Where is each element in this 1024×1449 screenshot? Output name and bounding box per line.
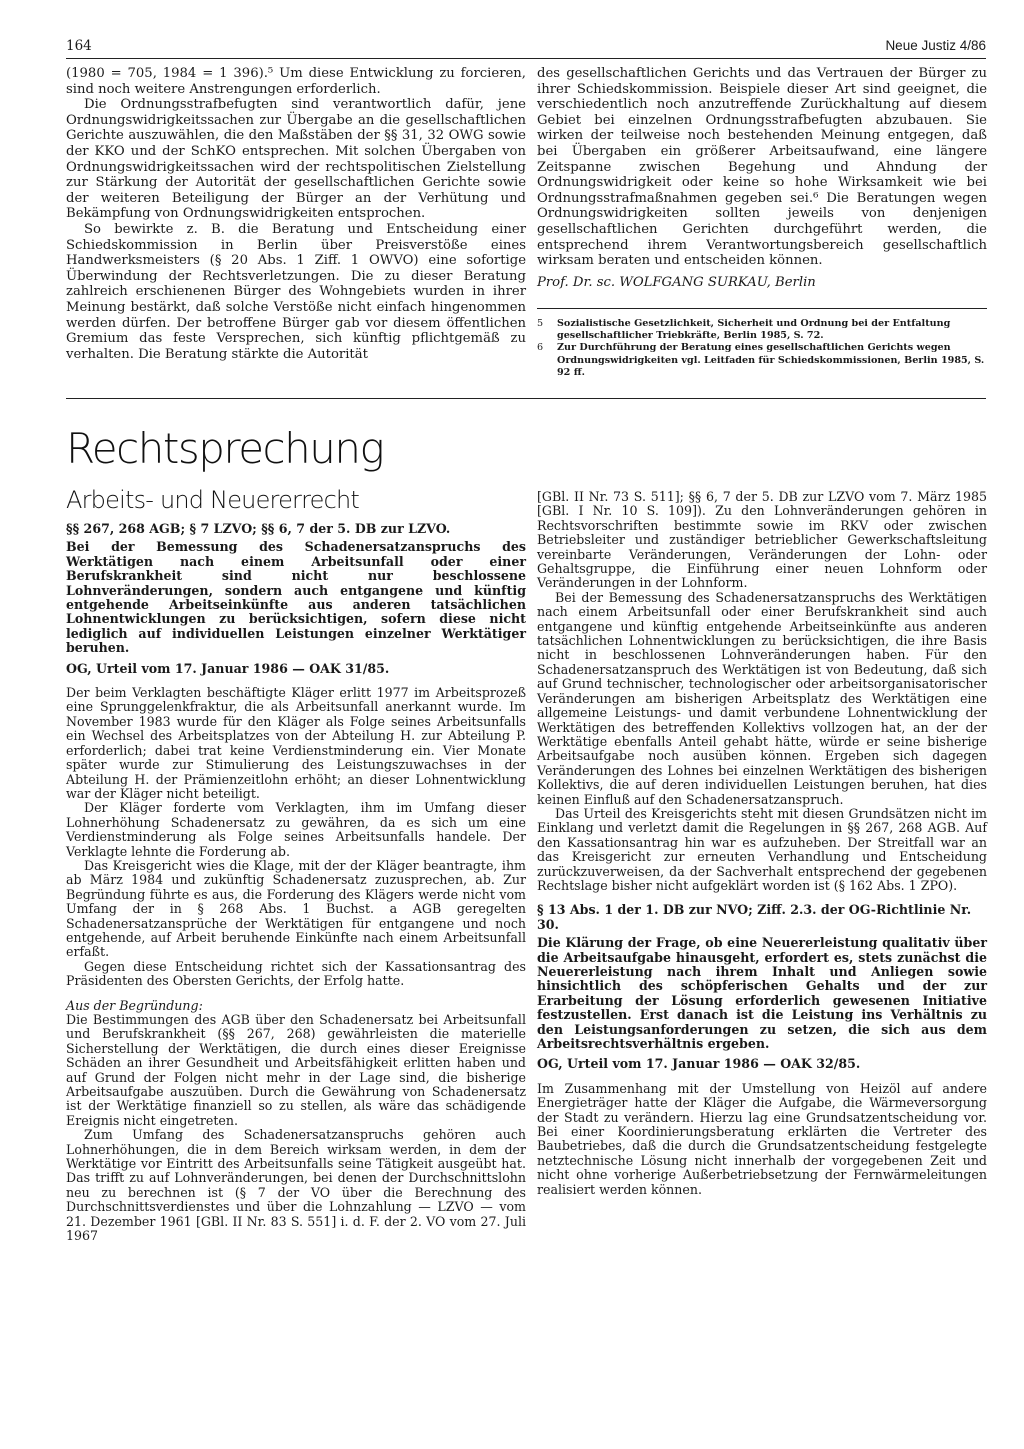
- page-number: 164: [66, 38, 92, 54]
- case-heading: § 13 Abs. 1 der 1. DB zur NVO; Ziff. 2.3. der OG-Richtlinie Nr. 30.: [537, 902, 972, 932]
- reasons-label: Aus der Begründung:: [66, 997, 203, 1013]
- footnote-text: Zur Durchführung der Beratung eines gesellschaftlichen Gerichts wegen Ordnungswidrigkeiten vgl. Leitfaden für Schiedskommissionen, Berlin 1985, S. 92 ff.: [557, 342, 985, 378]
- paragraph: Bei der Bemessung des Schadenersatzanspruchs des Werktätigen nach einem Arbeitsunfall oder einer Berufskrankheit sind auch entgangene und künftig entgehende Arbeitseinkünfte aus anderen tatsächlichen Lohnentwicklungen zu berücksichtigen, die ihre Basis nicht in beschlossenen Lohnveränderungen haben. Für den Schadenersatzanspruch des Werktätigen ist von Bedeutung, daß sich auf Grund technischer, technologischer oder arbeitsorganisatorischer Veränderungen am bisherigen Arbeitsplatz des Werktätigen eine allgemeine Leistungs- und damit verbundene Lohnentwicklung der Werktätigen des betreffenden Kollektivs vollzogen hat, an der der Werktätige ebenfalls Anteil gehabt hätte, würde er seine bisherige Arbeitsaufgabe noch ausüben können. Ergeben sich dagegen Veränderungen des Lohnes bei einzelnen Werktätigen des bisherigen Kollektivs, die auf deren individuellen Leistungen beruhen, hat dies keinen Einfluß auf den Schadenersatzanspruch.: [537, 589, 987, 807]
- paragraph: [GBl. II Nr. 73 S. 511]; §§ 6, 7 der 5. DB zur LZVO vom 7. März 1985 [GBl. I Nr. 10 S. 109]). Zu den Lohnveränderungen gehören in Rechtsvorschriften bestimmte sowie im RKV oder zwischen Betriebsleiter und zuständiger betrieblicher Gewerkschaftsleitung vereinbarte Veränderungen, Veränderungen der Lohn- oder Gehaltsgruppe, die Einführung einer neuen Lohnform oder Veränderungen in der Lohnform.: [537, 489, 987, 591]
- footnote: [537, 342, 987, 379]
- case-leitsatz: Bei der Bemessung des Schadenersatzanspruchs des Werktätigen nach einem Arbeitsunfall oder einer Berufskrankheit sind nicht nur beschlossene Lohnveränderungen, sondern auch entgangene und künftig entgehende Arbeitseinkünfte aus anderen tatsächlichen Lohnentwicklungen zu berücksichtigen, sofern diese nicht lediglich auf individuellen Leistungen einzelner Werktätiger beruhen.: [66, 539, 526, 656]
- journal-issue: Neue Justiz 4/86: [885, 38, 986, 53]
- top-right-column: [537, 66, 987, 290]
- bottom-left-column: [66, 522, 526, 1244]
- case-citation: OG, Urteil vom 17. Januar 1986 — OAK 32/85.: [537, 1056, 861, 1072]
- footnote-text: Sozialistische Gesetzlichkeit, Sicherheit und Ordnung bei der Entfaltung gesellschaftlicher Triebkräfte, Berlin 1985, S. 72.: [557, 318, 951, 342]
- paragraph: Das Kreisgericht wies die Klage, mit der der Kläger beantragte, ihm ab März 1984 und zukünftig Schadenersatz zuzusprechen, ab. Zur Begründung führte es aus, die Forderung des Klägers werde nicht vom Umfang der in § 268 Abs. 1 Buchst. a AGB geregelten Schadenersatzansprüche der Werktätigen für entgangene und noch entgehende, auf Arbeit beruhende Einkünfte nach einem Arbeitsunfall erfaßt.: [66, 857, 526, 960]
- footnote-rule: [537, 308, 987, 309]
- paragraph: Die Bestimmungen des AGB über den Schadenersatz bei Arbeitsunfall und Berufskrankheit (§§ 267, 268) gewährleisten die materielle Sicherstellung der Werktätigen, die durch eines dieser Ereignisse Schäden an ihrer Gesundheit und Arbeitsfähigkeit erlitten haben und auf Grund der Folgen nicht mehr in der Lage sind, die bisherige Arbeitsaufgabe auszuüben. Durch die Gewährung von Schadenersatz ist der Werktätige finanziell so zu stellen, als wäre das schädigende Ereignis nicht eingetreten.: [66, 1012, 526, 1128]
- header-rule: [66, 58, 986, 59]
- footnote-number: 5: [537, 318, 544, 329]
- footnote: [537, 318, 987, 342]
- paragraph: Zum Umfang des Schadenersatzanspruchs gehören auch Lohnerhöhungen, die in dem Bereich wirksam werden, in dem der Werktätige vor Eintritt des Arbeitsunfalls seine Tätigkeit ausgeübt hat. Das trifft zu auf Lohnveränderungen, bei denen der Durchschnittslohn neu zu berechnen ist (§ 7 der VO über die Berechnung des Durchschnittsverdienstes und über die Lohnzahlung — LZVO — vom 21. Dezember 1961 [GBl. II Nr. 83 S. 551] i. d. F. der 2. VO vom 27. Juli 1967: [66, 1127, 526, 1244]
- paragraph: Der Kläger forderte vom Verklagten, ihm im Umfang dieser Lohnerhöhung Schadenersatz zu gewähren, da es sich um eine Verdienstminderung als Folge seines Arbeitsunfalls handele. Der Verklagte lehnte die Forderung ab.: [66, 800, 526, 859]
- paragraph: (1980 = 705, 1984 = 1 396).⁵ Um diese Entwicklung zu forcieren, sind noch weitere Anstrengungen erforderlich.: [66, 66, 526, 97]
- paragraph: Gegen diese Entscheidung richtet sich der Kassationsantrag des Präsidenten des Obersten Gerichts, der Erfolg hatte.: [66, 958, 526, 989]
- author-signature: Prof. Dr. sc. WOLFGANG SURKAU, Berlin: [537, 274, 816, 290]
- paragraph: So bewirkte z. B. die Beratung und Entscheidung einer Schiedskommission in Berlin über Preisverstöße eines Handwerksmeisters (§ 20 Abs. 1 Ziff. 1 OWVO) eine sofortige Überwindung der Rechtsverletzungen. Die zu dieser Beratung zahlreich erschienenen Bürger des Wohngebiets wurden in ihrer Meinung bestärkt, daß solche Verstöße nicht einfach hingenommen werden dürfen. Der betroffene Bürger gab vor diesem öffentlichen Gremium das feste Versprechen, sich künftig pflichtgemäß zu verhalten. Die Beratung stärkte die Autorität: [66, 221, 526, 362]
- case-citation: OG, Urteil vom 17. Januar 1986 — OAK 31/85.: [66, 660, 390, 676]
- paragraph: des gesellschaftlichen Gerichts und das Vertrauen der Bürger zu ihrer Schiedskommission. Beispiele dieser Art sind geeignet, die verschiedentlich noch anzutreffende Zurückhaltung auf diesem Gebiet bei einzelnen Ordnungsstrafbefugten abzubauen. Sie wirken der teilweise noch bestehenden Meinung entgegen, daß bei Übergaben ein größerer Arbeitsaufwand, eine längere Zeitspanne zwischen Begehung und Ahndung der Ordnungswidrigkeit oder keine so hohe Wirksamkeit wie bei Ordnungsstrafmaßnahmen gegeben sei.⁶ Die Beratungen wegen Ordnungswidrigkeiten sollten jeweils von denjenigen gesellschaftlichen Gerichten durchgeführt werden, die entsprechend ihrem Verantwortungsbereich gesellschaftlich wirksam beraten und entscheiden können.: [537, 66, 987, 269]
- paragraph: Das Urteil des Kreisgerichts steht mit diesen Grundsätzen nicht im Einklang und verletzt damit die Regelungen in §§ 267, 268 AGB. Auf den Kassationsantrag hin war es aufzuheben. Der Streitfall war an das Kreisgericht zur erneuten Verhandlung und Entscheidung zurückzuverweisen, da der Sachverhalt entsprechend der gegebenen Rechtslage bisher nicht aufgeklärt worden ist (§ 162 Abs. 1 ZPO).: [537, 805, 987, 893]
- case-leitsatz: Die Klärung der Frage, ob eine Neuererleistung qualitativ über die Arbeitsaufgabe hinausgeht, erfordert es, stets zunächst die Neuererleistung nach ihrem Inhalt und Anliegen sowie hinsichtlich des schöpferischen Gehalts und der zur Erarbeitung der Lösung erforderlich gewesenen Initiative festzustellen. Erst danach ist die Leistung ins Verhältnis zu den Leistungsanforderungen zu setzen, die sich aus dem Arbeitsrechtsverhältnis ergeben.: [537, 935, 987, 1052]
- paragraph: Im Zusammenhang mit der Umstellung von Heizöl auf andere Energieträger hatte der Kläger die Aufgabe, die Wärmeversorgung der Stadt zu verändern. Hierzu lag eine Grundsatzentscheidung vor. Bei einer Koordinierungsberatung erklärten die Vertreter des Baubetriebes, daß die durch die Grundsatzentscheidung festgelegte netztechnische Lösung nicht innerhalb der vorgegebenen Zeit und nicht ohne vorherige Außerbetriebsetzung der Fernwärmeleitungen realisiert werden können.: [537, 1080, 987, 1197]
- paragraph: Die Ordnungsstrafbefugten sind verantwortlich dafür, jene Ordnungswidrigkeitssachen zur Übergabe an die gesellschaftlichen Gerichte auszuwählen, die den Maßstäben der §§ 31, 32 OWG sowie der KKO und der SchKO entsprechen. Mit solchen Übergaben von Ordnungswidrigkeitssachen wird der rechtspolitischen Zielstellung zur Stärkung der Autorität der gesellschaftlichen Gerichte sowie der weiteren Beteiligung der Bürger an der Verhütung und Bekämpfung von Ordnungswidrigkeiten entsprochen.: [66, 97, 526, 222]
- footnotes: [537, 318, 987, 379]
- section-title: Rechtsprechung: [66, 424, 384, 473]
- footnote-number: 6: [537, 342, 544, 354]
- subsection-title: Arbeits- und Neuererrecht: [66, 486, 360, 514]
- paragraph: Der beim Verklagten beschäftigte Kläger erlitt 1977 im Arbeitsprozeß eine Sprunggelenkfraktur, die als Arbeitsunfall anerkannt wurde. Im November 1983 wurde für den Kläger als Folge seines Arbeitsunfalls ein Wechsel des Arbeitsplatzes von der Abteilung H. zur Abteilung P. erforderlich; dabei trat keine Verdienstminderung ein. Vier Monate später wurde zur Stimulierung des Leistungszuwachses in der Abteilung H. der Prämienzeitlohn erhöht; an dieser Lohnentwicklung war der Kläger nicht beteiligt.: [66, 685, 526, 801]
- section-rule: [66, 398, 986, 399]
- running-header: [66, 38, 986, 58]
- bottom-right-column: [537, 490, 987, 1197]
- top-left-column: [66, 66, 526, 362]
- case-heading: §§ 267, 268 AGB; § 7 LZVO; §§ 6, 7 der 5. DB zur LZVO.: [66, 521, 451, 536]
